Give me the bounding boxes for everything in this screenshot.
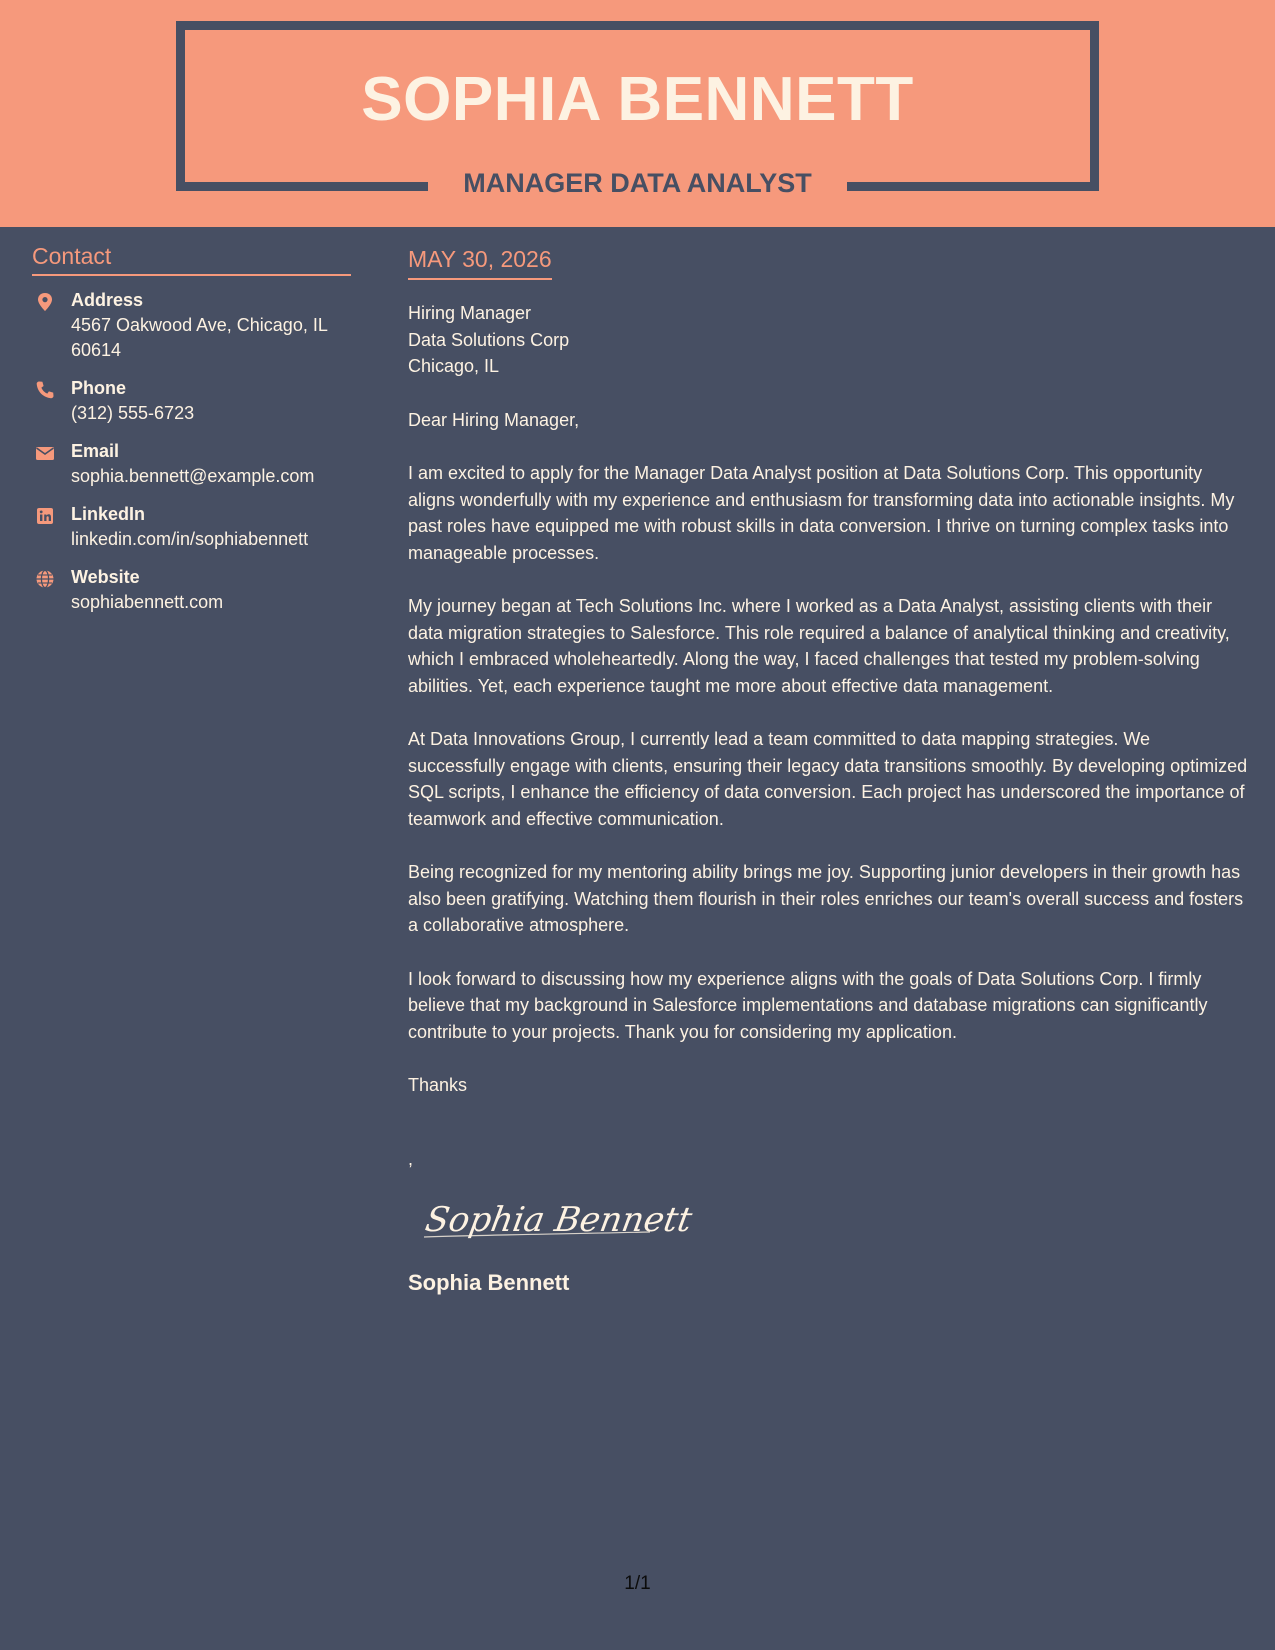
recipient-line: Hiring Manager [408, 303, 532, 323]
page-number: 1/1 [624, 1573, 651, 1594]
contact-item-email [32, 439, 351, 489]
closing-comma: , [408, 1148, 414, 1169]
body-paragraph: I look forward to discussing how my experience aligns with the goals of Data Solutions Corp. I firmly believe that my background in Salesforce implementations and database migrations can significantly contribute to your projects. Thank you for considering my application. [408, 968, 1208, 1042]
letter-body [408, 244, 1248, 1297]
linkedin-icon [35, 506, 55, 526]
contact-item-address [32, 288, 351, 363]
contact-value: 4567 Oakwood Ave, Chicago, IL 60614 [71, 315, 328, 360]
recipient-line: Data Solutions Corp [408, 329, 570, 350]
header-banner [0, 0, 1275, 227]
contact-item-phone [32, 376, 351, 426]
body-paragraph: At Data Innovations Group, I currently lead a team committed to data mapping strategies. We successfully engage with clients, ensuring their legacy data transitions smoothly. By developing optimized SQL scripts, I enhance the efficiency of data conversion. Each project has underscored the importance of teamwork and effective communication. [408, 729, 1248, 829]
body-paragraph: I am excited to apply for the Manager Data Analyst position at Data Solutions Corp. This opportunity aligns wonderfully with my experience and enthusiasm for transforming data into actionable insights. My past roles have equipped me with robust skills in data conversion. I thrive on turning complex tasks into manageable processes. [408, 463, 1235, 563]
contact-sidebar [32, 242, 351, 628]
signature-text: Sophia Bennett [422, 1199, 695, 1240]
contact-label: Email [71, 441, 120, 461]
contact-label: Phone [71, 378, 127, 398]
contact-label: LinkedIn [71, 504, 146, 524]
contact-label: Address [71, 290, 144, 310]
salutation: Dear Hiring Manager, [408, 409, 580, 430]
contact-value[interactable]: sophia.bennett@example.com [71, 466, 315, 486]
contact-item-linkedin [32, 502, 351, 552]
closing: Thanks [408, 1075, 468, 1095]
body-paragraph: Being recognized for my mentoring ability brings me joy. Supporting junior developers in their growth has also been gratifying. Watching them flourish in their roles enriches our team's overall success and fosters a collaborative atmosphere. [408, 862, 1244, 935]
contact-value[interactable]: sophiabennett.com [71, 592, 224, 612]
signature-image [418, 1185, 695, 1255]
globe-icon [35, 569, 55, 589]
contact-heading: Contact [32, 242, 351, 276]
contact-value[interactable]: linkedin.com/in/sophiabennett [71, 529, 309, 549]
job-title: MANAGER DATA ANALYST [463, 168, 812, 198]
candidate-name: SOPHIA BENNETT [361, 65, 914, 134]
map-pin-icon [35, 292, 55, 312]
recipient-block [408, 300, 1248, 380]
envelope-icon [35, 443, 55, 463]
body-paragraph: My journey began at Tech Solutions Inc. where I worked as a Data Analyst, assisting clients with their data migration strategies to Salesforce. This role required a balance of analytical thinking and creativity, which I embraced wholeheartedly. Along the way, I faced challenges that tested my problem-solving abilities. Yet, each experience taught me more about effective data management. [408, 596, 1230, 696]
signer-name: Sophia Bennett [408, 1269, 570, 1295]
contact-label: Website [71, 567, 140, 587]
contact-item-website [32, 565, 351, 615]
contact-value: (312) 555-6723 [71, 403, 195, 423]
letter-date: MAY 30, 2026 [408, 244, 552, 280]
recipient-line: Chicago, IL [408, 356, 500, 376]
phone-icon [35, 380, 55, 400]
